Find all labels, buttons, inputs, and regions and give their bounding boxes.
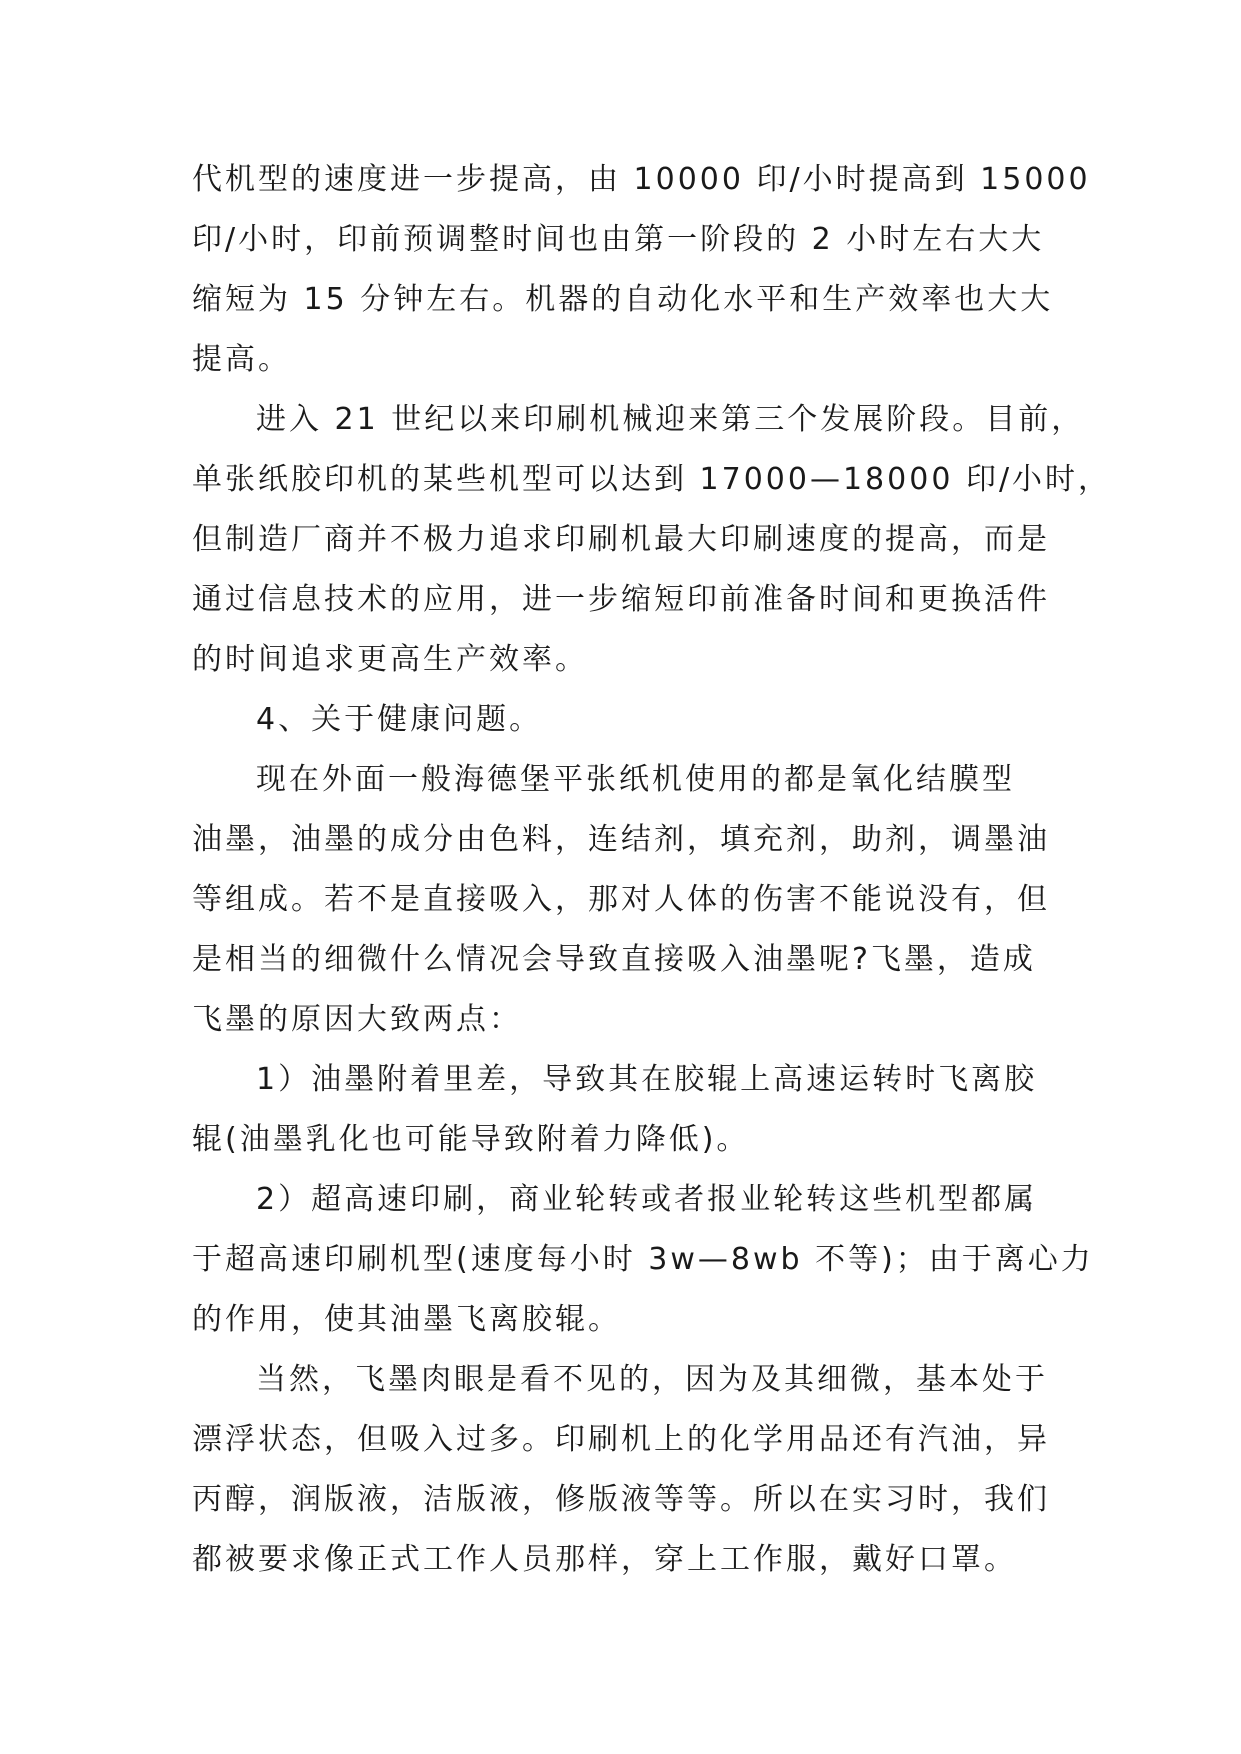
- text-line: 提高。: [192, 342, 291, 377]
- text-line: 当然，飞墨肉眼是看不见的，因为及其细微，基本处于: [256, 1362, 1048, 1397]
- text-line: 漂浮状态，但吸入过多。印刷机上的化学用品还有汽油，异: [192, 1422, 1050, 1457]
- text-line: 但制造厂商并不极力追求印刷机最大印刷速度的提高，而是: [192, 522, 1050, 557]
- text-line: 现在外面一般海德堡平张纸机使用的都是氧化结膜型: [256, 762, 1015, 797]
- text-line: 单张纸胶印机的某些机型可以达到 17000—18000 印/小时，: [192, 462, 1112, 497]
- text-line: 辊(油墨乳化也可能导致附着力降低)。: [192, 1122, 750, 1157]
- text-line: 1）油墨附着里差，导致其在胶辊上高速运转时飞离胶: [256, 1062, 1038, 1097]
- text-line: 油墨，油墨的成分由色料，连结剂，填充剂，助剂，调墨油: [192, 822, 1050, 857]
- text-line: 2）超高速印刷，商业轮转或者报业轮转这些机型都属: [256, 1182, 1038, 1217]
- text-line: 等组成。若不是直接吸入，那对人体的伤害不能说没有，但: [192, 882, 1050, 917]
- text-line: 代机型的速度进一步提高，由 10000 印/小时提高到 15000: [192, 162, 1091, 197]
- text-line: 是相当的细微什么情况会导致直接吸入油墨呢?飞墨，造成: [192, 942, 1036, 977]
- text-line: 都被要求像正式工作人员那样，穿上工作服，戴好口罩。: [192, 1542, 1017, 1577]
- text-line: 的作用，使其油墨飞离胶辊。: [192, 1302, 621, 1337]
- text-line: 缩短为 15 分钟左右。机器的自动化水平和生产效率也大大: [192, 282, 1054, 317]
- text-line: 进入 21 世纪以来印刷机械迎来第三个发展阶段。目前，: [256, 402, 1085, 437]
- body-text: [192, 150, 1112, 1590]
- text-line: 通过信息技术的应用，进一步缩短印前准备时间和更换活件: [192, 582, 1050, 617]
- text-line: 的时间追求更高生产效率。: [192, 642, 588, 677]
- text-line: 印/小时，印前预调整时间也由第一阶段的 2 小时左右大大: [192, 222, 1045, 257]
- text-line: 于超高速印刷机型(速度每小时 3w—8wb 不等)；由于离心力: [192, 1242, 1094, 1277]
- text-line: 4、关于健康问题。: [256, 702, 543, 737]
- text-line: 丙醇，润版液，洁版液，修版液等等。所以在实习时，我们: [192, 1482, 1050, 1517]
- text-line: 飞墨的原因大致两点：: [192, 1002, 522, 1037]
